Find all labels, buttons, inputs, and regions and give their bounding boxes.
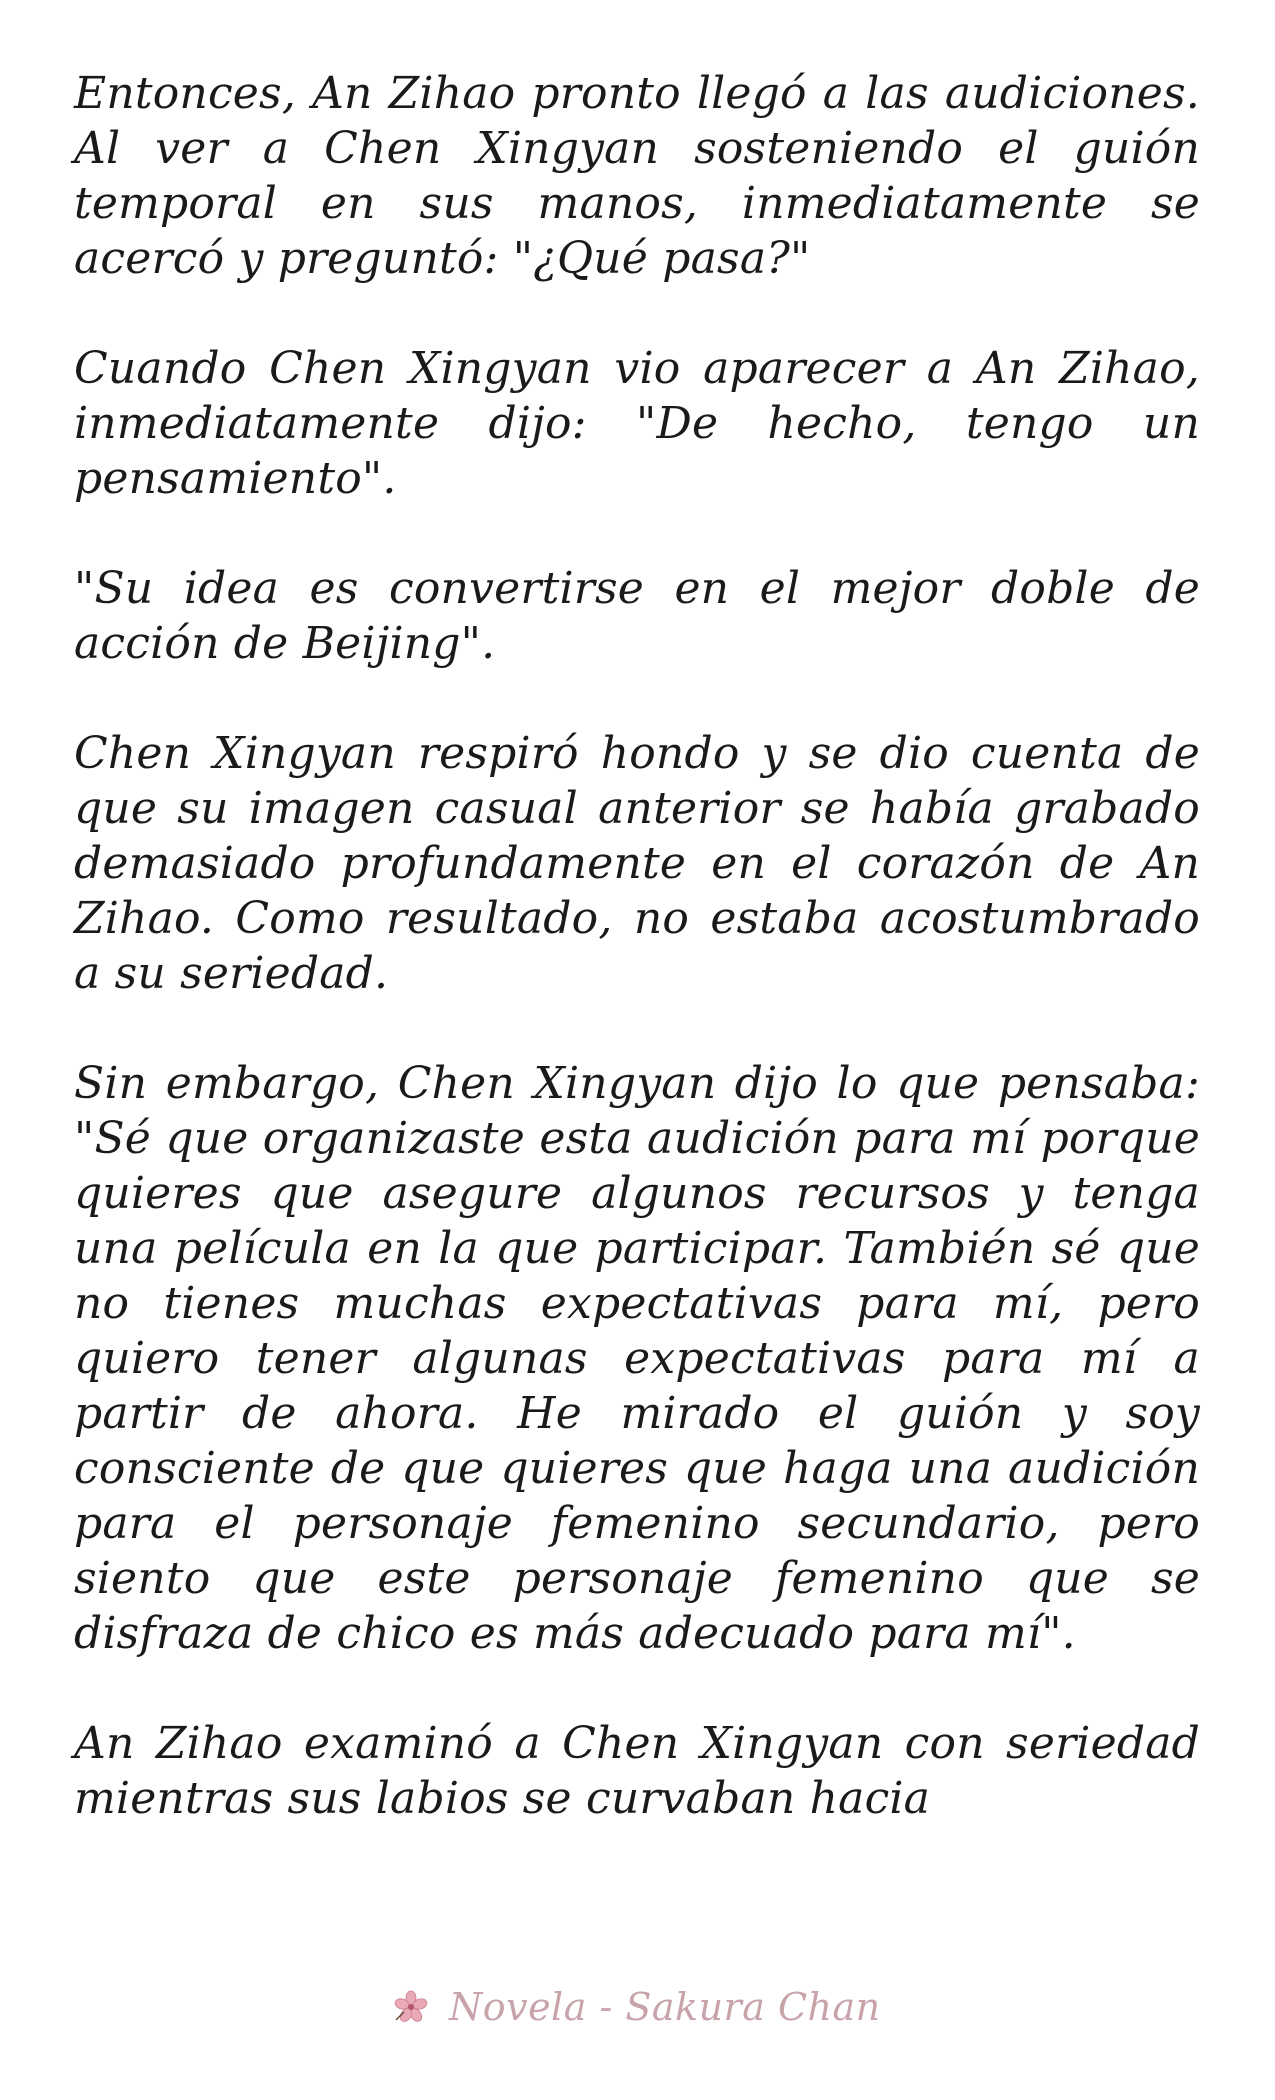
- paragraph-3: "Su idea es convertirse en el mejor doble de acción de Beijing".: [74, 563, 1200, 669]
- paragraph-2: Cuando Chen Xingyan vio aparecer a An Zihao, inmediatamente dijo: "De hecho, tengo un pensamiento".: [74, 343, 1200, 504]
- paragraph-5: Sin embargo, Chen Xingyan dijo lo que pensaba: "Sé que organizaste esta audición para mí porque quieres que asegure algunos recursos y tenga una película en la que participar. También sé que no tienes muchas expectativas para mí, pero quiero tener algunas expectativas para mí a partir de ahora. He mirado el guión y soy consciente de que quieres que haga una audición para el personaje femenino secundario, pero siento que este personaje femenino que se disfraza de chico es más adecuado para mí".: [74, 1058, 1200, 1659]
- watermark-text: Novela - Sakura Chan: [448, 1985, 881, 2029]
- sakura-flower-icon: [394, 1989, 428, 2033]
- paragraph-6: An Zihao examinó a Chen Xingyan con seriedad mientras sus labios se curvaban hacia: [74, 1718, 1200, 1824]
- document-page: [74, 66, 1200, 1966]
- watermark: [0, 1985, 1275, 2033]
- paragraph-4: Chen Xingyan respiró hondo y se dio cuenta de que su imagen casual anterior se había grabado demasiado profundamente en el corazón de An Zihao. Como resultado, no estaba acostumbrado a su seriedad.: [74, 728, 1200, 999]
- paragraph-1: Entonces, An Zihao pronto llegó a las audiciones. Al ver a Chen Xingyan sosteniendo el guión temporal en sus manos, inmediatamente se acercó y preguntó: "¿Qué pasa?": [74, 68, 1200, 284]
